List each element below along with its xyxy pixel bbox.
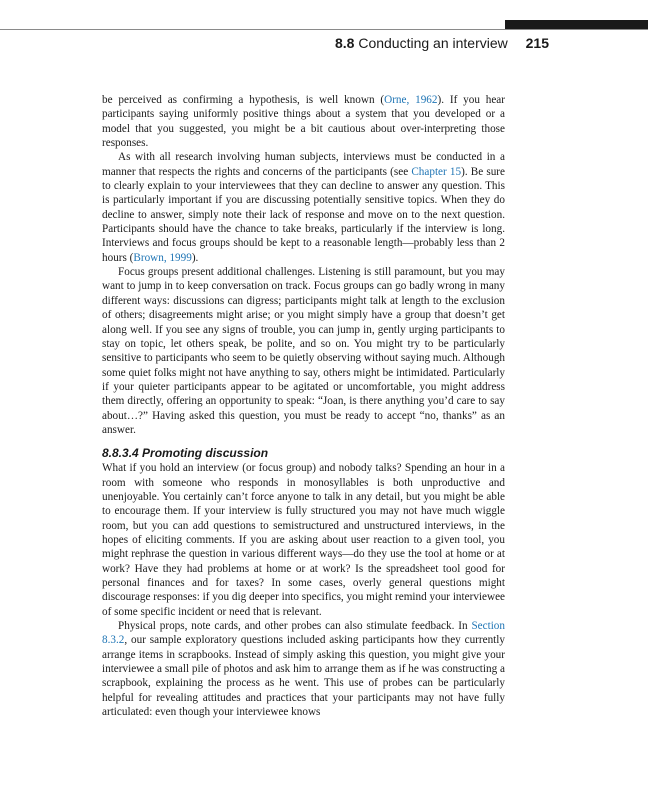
- chapter-link-15[interactable]: Chapter 15: [411, 165, 462, 178]
- citation-link-orne[interactable]: Orne, 1962: [384, 94, 438, 106]
- text-run: As with all research involving human subjects, interviews must be conducted in a manner that respects the rights and concerns of the participants (see: [102, 151, 505, 178]
- section-number: 8.8: [334, 35, 355, 51]
- text-run: Physical props, note cards, and other probes can also stimulate feedback. In: [118, 620, 472, 633]
- subsection-number: 8.8.3.4: [102, 446, 139, 461]
- paragraph-2: [102, 150, 505, 265]
- paragraph-3: Focus groups present additional challenges. Listening is still paramount, but you may want to jump in to keep conversation on track. Focus groups can go badly wrong in many different ways: discussions can digress; participants might talk at length to the exclusion of others; disagreements might arise; or you might simply have a group that doesn’t get along well. If you see any signs of trouble, you can jump in, gently urging participants to stay on topic, let others speak, be polite, and so on. You might try to be particularly sensitive to participants who seem to be quietly observing without saying much. Although some quiet folks might not have anything to say, others might be intimidated. Particularly if your quieter participants appear to be agitated or uncomfortable, you might address them directly, offering an opportunity to speak: “Joan, is there anything you’d care to say about…?” Having asked this question, you must be ready to accept “no, thanks” as an answer.: [102, 266, 506, 436]
- body-text: [102, 93, 505, 719]
- header-rule: [0, 29, 648, 30]
- subsection-title: Promoting discussion: [142, 446, 269, 461]
- text-run: ). If you hear participants saying uniformly positive things about a system that you developed or a model that you suggested, you might be a bit cautious about over-interpreting those responses.: [102, 94, 505, 150]
- header-accent-bar: [505, 20, 648, 29]
- section-link-8-3-2[interactable]: Section 8.3.2: [102, 620, 505, 647]
- section-title: Conducting an interview: [358, 35, 508, 51]
- text-run: ).: [191, 251, 199, 264]
- text-run: ). Be sure to clearly explain to your interviewees that they can decline to answer any question. This is particularly important if you are discussing potentially sensitive topics. When they do decline to answer, simply note their lack of response and move on to the next question. Participants should have the chance to take breaks, particularly if the interview is long. Interviews and focus groups should be kept to a reasonable length—probably less than 2 hours (: [102, 165, 505, 264]
- paragraph-5: [102, 619, 505, 719]
- paragraph-4: What if you hold an interview (or focus group) and nobody talks? Spending an hour in a room with someone who responds in monosyllables is both unproductive and unenjoyable. You certainly can’t force anyone to talk in any detail, but you might be able to encourage them. If your interview is fully structured you may not have much wiggle room, but you can add questions to semistructured and unstructured interviews, in the hopes of eliciting comments. If you are asking about user reaction to a given tool, you might rephrase the question in various different ways—do they use the tool at home or at work? Have they had problems at home or at work? Is the spreadsheet tool good for personal finances and for taxes? In some cases, overly general questions might discourage responses: if you dig deeper into specifics, you might remind your interviewee of some specific incident or need that is relevant.: [102, 462, 505, 618]
- paragraph-1: [102, 93, 505, 150]
- subsection-heading: [102, 446, 505, 461]
- page-number: 215: [525, 35, 549, 51]
- text-run: , our sample exploratory questions included asking participants how they currently arrange items in scrapbooks. Instead of simply asking this question, you might give your interviewee a small pile of photos and ask him to arrange them as if he was constructing a scrapbook, explaining the process as he went. This use of probes can be particularly helpful for revealing attitudes and practices that your participants may not have fully articulated: even though your interviewee knows: [102, 634, 505, 719]
- text-run: be perceived as confirming a hypothesis, is well known (: [102, 94, 385, 106]
- running-header: [335, 35, 549, 51]
- citation-link-brown[interactable]: Brown, 1999: [133, 251, 192, 264]
